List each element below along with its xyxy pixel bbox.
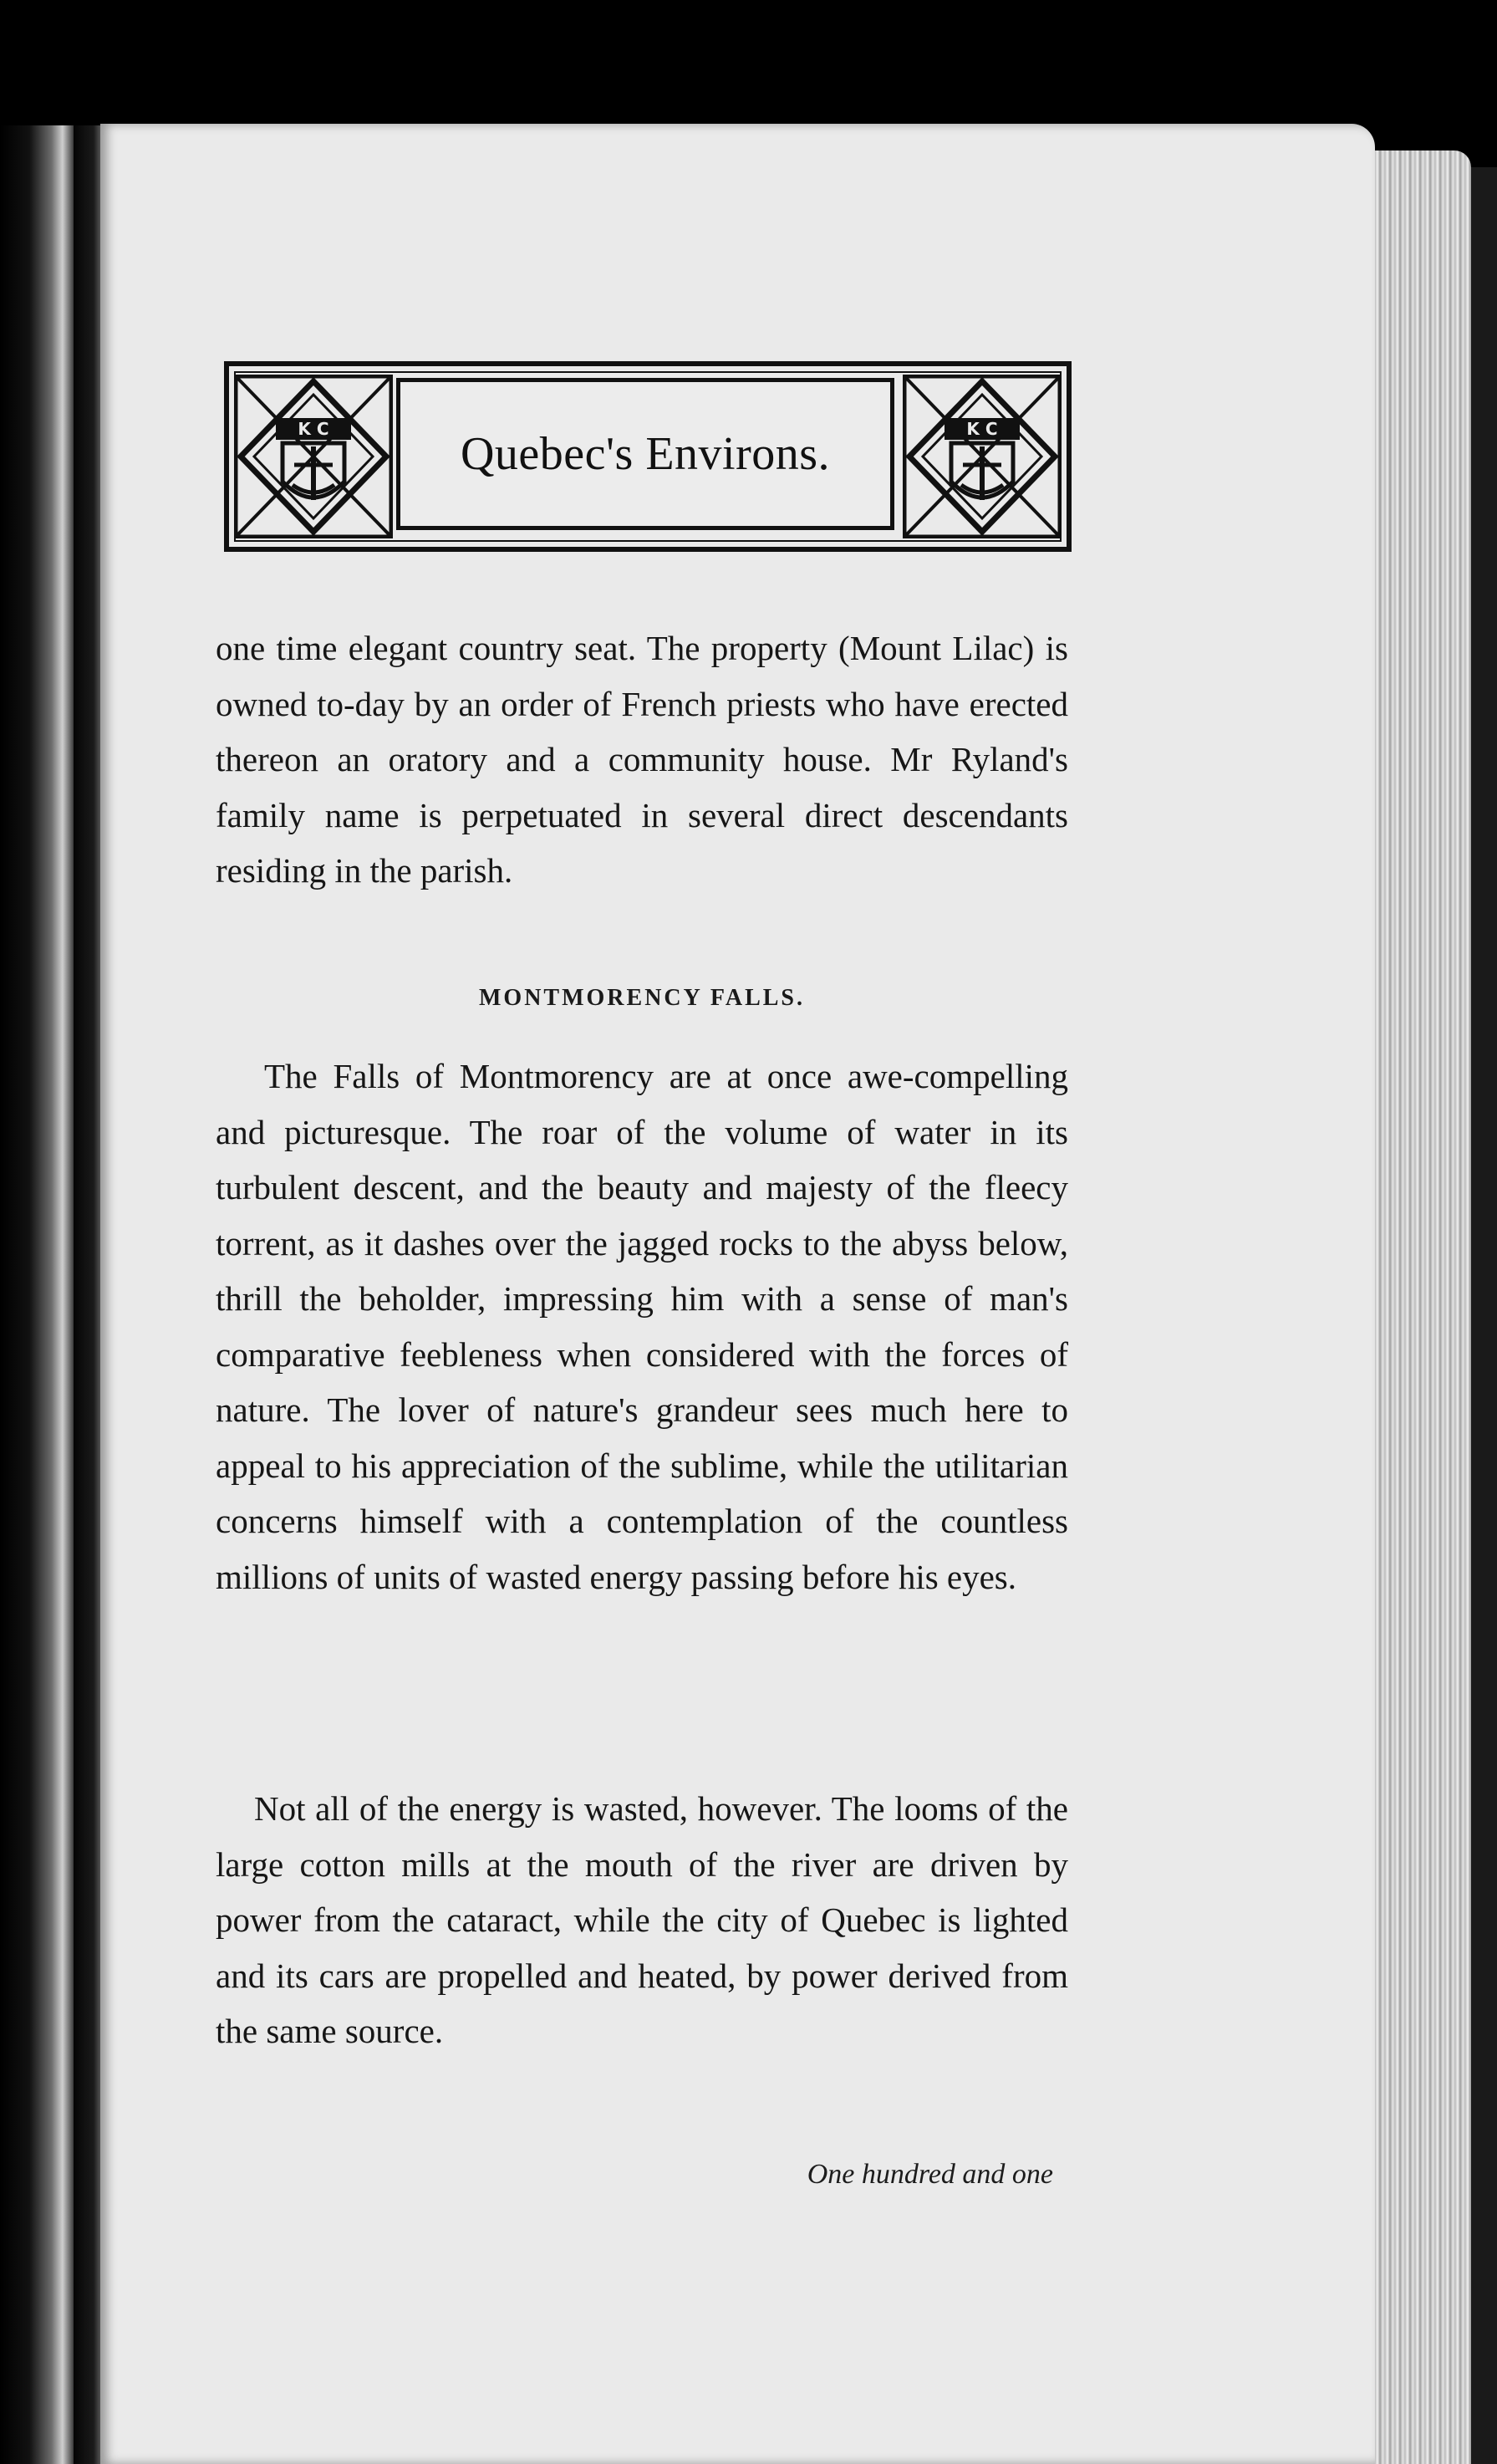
page-number-folio: One hundred and one [807,2159,1053,2190]
page-stack-edge [1362,150,1471,2464]
section-heading: MONTMORENCY FALLS. [479,985,805,1011]
knights-of-columbus-emblem-icon [903,375,1062,538]
body-paragraph: The Falls of Montmorency are at once awe-compelling and picturesque. The roar of the volume of water in its turbulent descent, and the beauty and majesty of the fleecy torrent, as it dashes over the jagged rocks to the abyss below, thrill the beholder, impressing him with a sense of man's comparative feebleness when considered with the forces of nature. The lover of nature's grandeur sees much here to appeal to his appreciation of the sublime, while the utilitarian concerns himself with a contemplation of the countless millions of units of wasted energy passing before his eyes. [216,1057,1068,1596]
header-title-frame [396,378,894,530]
body-paragraph: Not all of the energy is wasted, however. The looms of the large cotton mills at the mouth of the river are driven by power from the cataract, while the city of Quebec is lighted and its cars are propelled and heated, by power derived from the same source. [216,1789,1068,2050]
previous-page-edge [0,125,74,2464]
scan-border [1471,167,1497,2464]
running-header-title: Quebec's Environs. [460,428,831,480]
running-header-box [224,361,1072,552]
svg-text:K C: K C [298,419,329,439]
knights-of-columbus-emblem-icon [234,375,393,538]
body-paragraph: one time elegant country seat. The property (Mount Lilac) is owned to-day by an order of French priests who have erected thereon an oratory and a community house. Mr Ryland's family name is perpetuated in several direct descendants residing in the parish. [216,629,1068,890]
svg-text:K C: K C [966,419,998,439]
